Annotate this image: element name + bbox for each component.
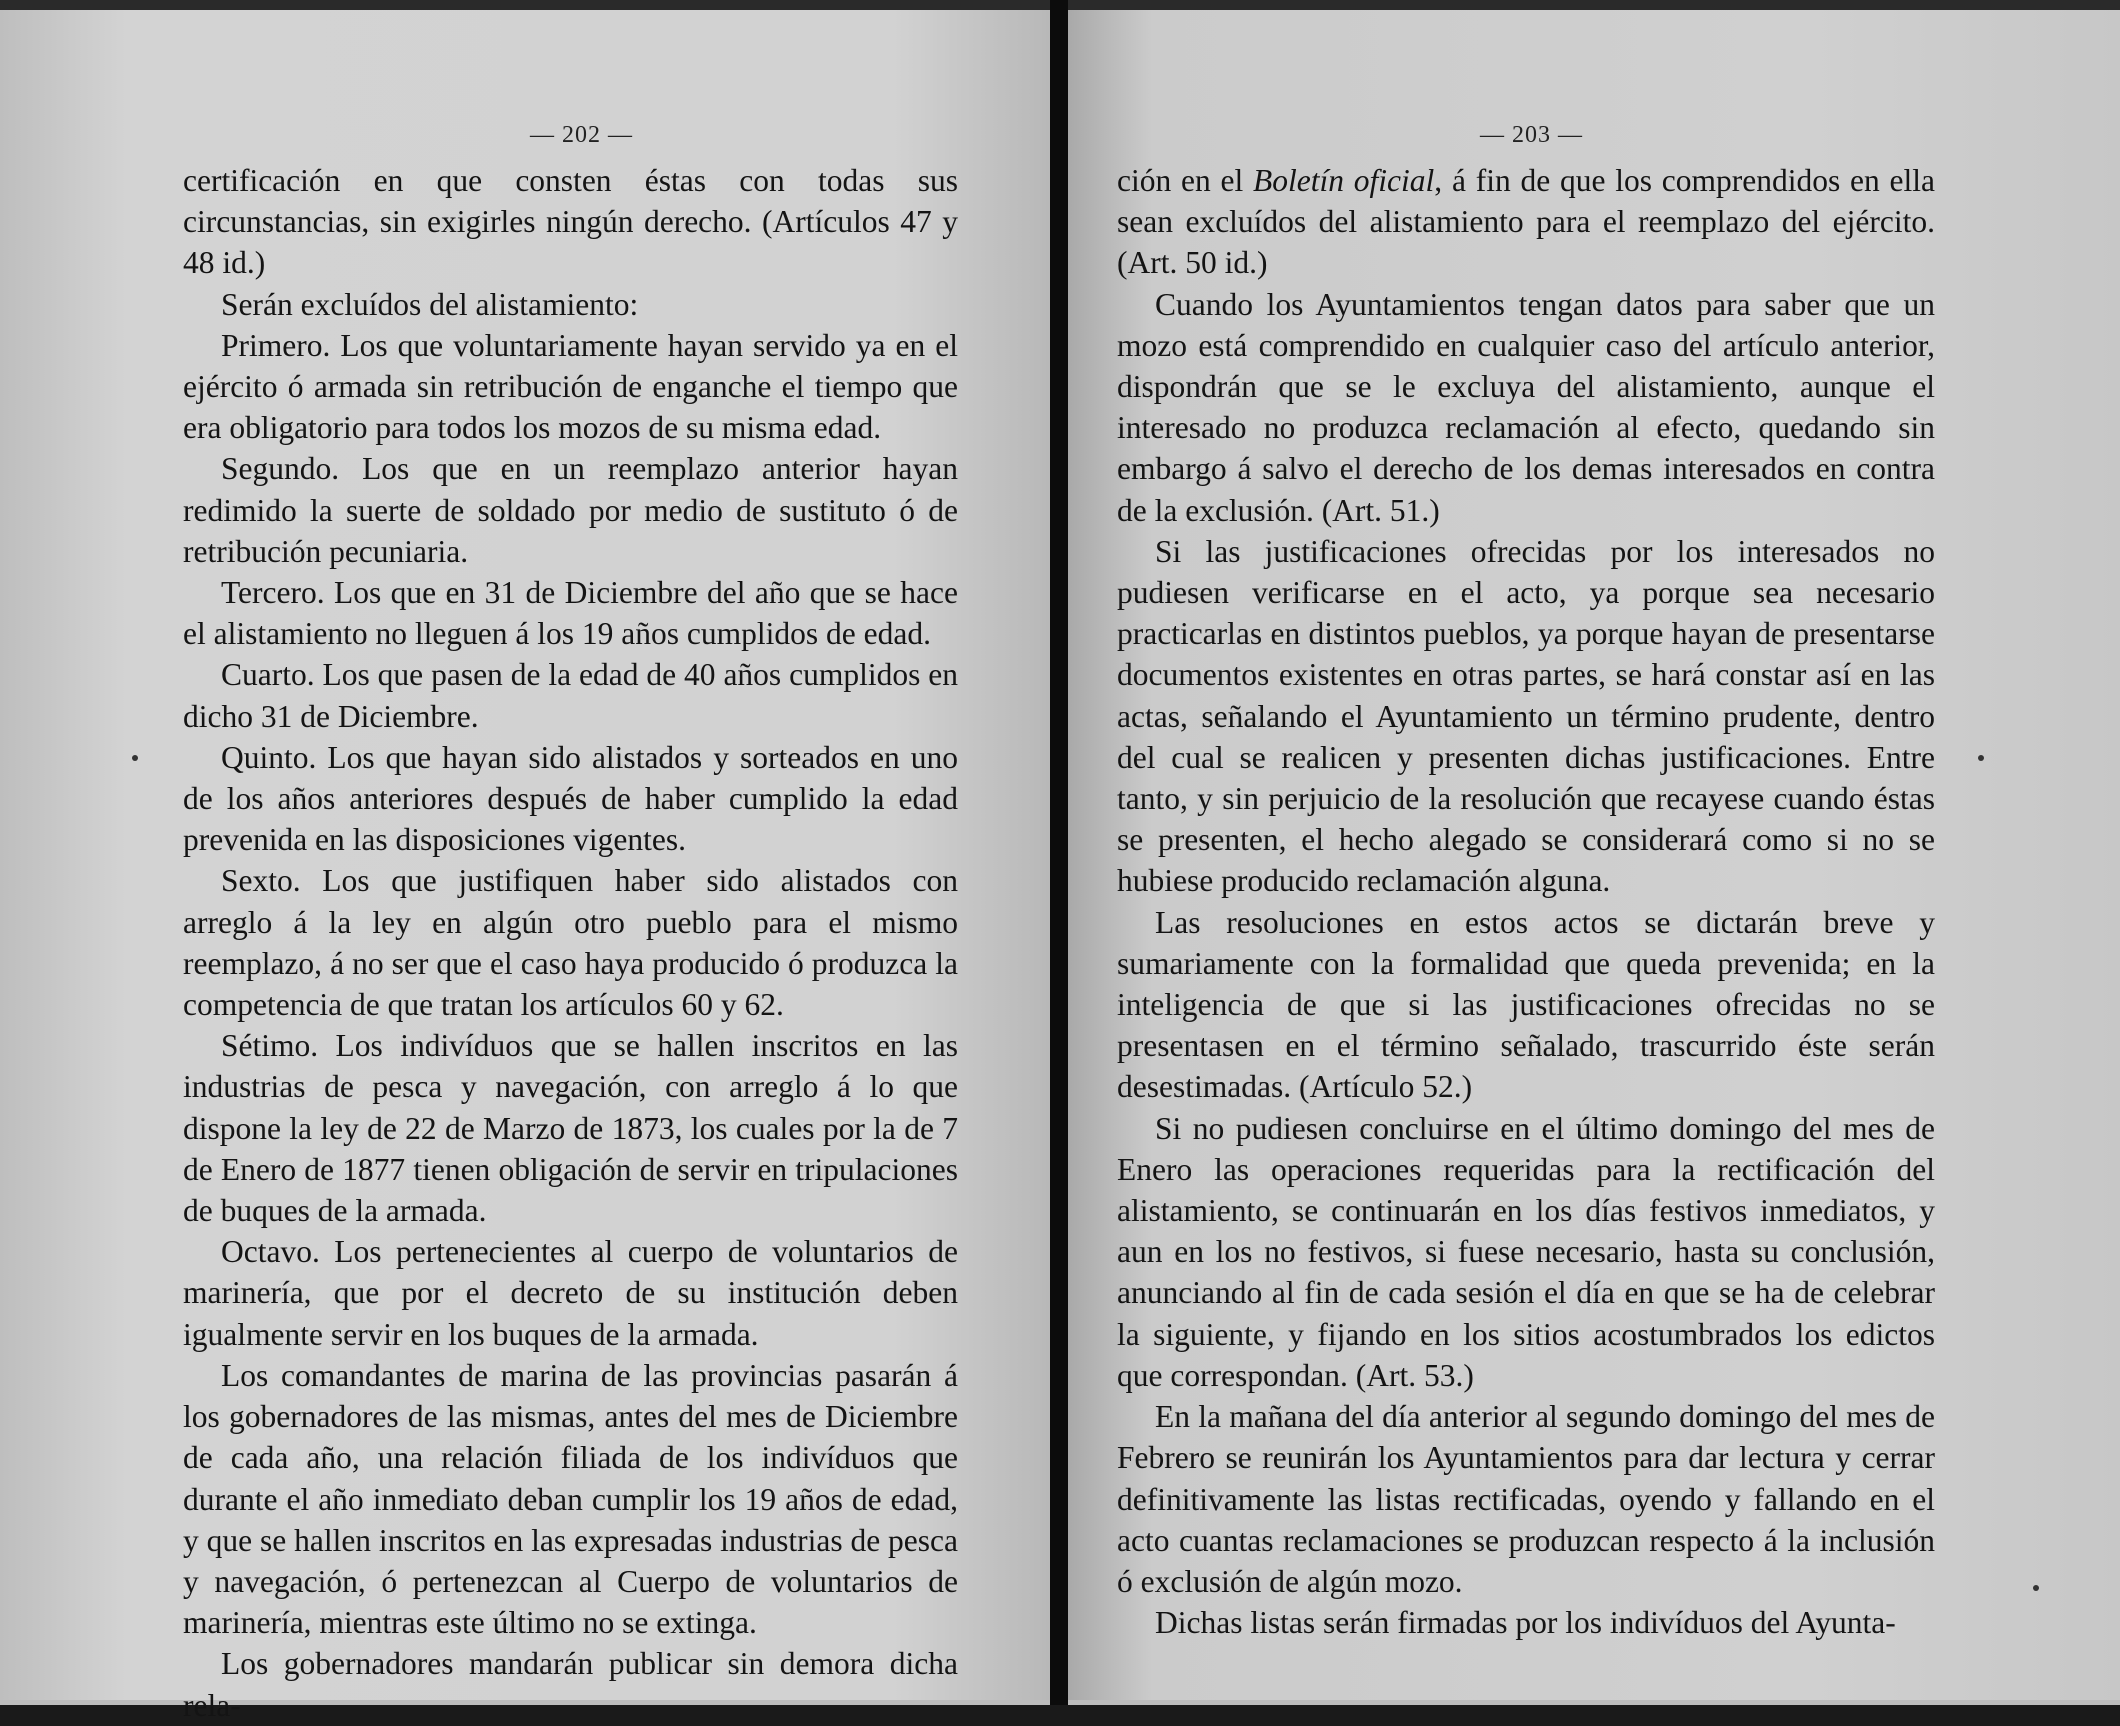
- paragraph-start: ción en el: [1117, 163, 1254, 198]
- paragraph: Tercero. Los que en 31 de Diciembre del año que se hace el alistamiento no lleguen á los 19 años cumplidos de edad.: [183, 575, 958, 652]
- paragraph: Serán excluídos del alistamiento:: [221, 286, 639, 322]
- italic-title: Boletín oficial: [1253, 163, 1435, 198]
- paragraph: Segundo. Los que en un reemplazo anterior hayan redimido la suerte de soldado por medio de sustituto ó de retribución pecuniaria.: [183, 451, 958, 569]
- paragraph: Quinto. Los que hayan sido alistados y sorteados en uno de los años anteriores después de haber cumplido la edad prevenida en las disposiciones vigentes.: [183, 739, 958, 858]
- page-number-left: — 202 —: [530, 122, 633, 148]
- right-page-text: [1117, 160, 1935, 1643]
- paragraph: Octavo. Los pertenecientes al cuerpo de voluntarios de marinería, que por el decreto de su institución deben igualmente servir en los buques de la armada.: [183, 1234, 958, 1352]
- left-page: [0, 10, 1050, 1723]
- paragraph: Si no pudiesen concluirse en el último domingo del mes de Enero las operaciones requeridas para la rectificación del alistamiento, se continuarán en los días festivos inmediatos, y aun en los no festivos, si fuese necesario, hasta su conclusión, anunciando al fin de cada sesión el día en que se ha de celebrar la siguiente, y fijando en los sitios acostumbrados los edictos que correspondan. (Art. 53.): [1117, 1110, 1935, 1393]
- paragraph: Los comandantes de marina de las provincias pasarán á los gobernadores de las mismas, antes del mes de Diciembre de cada año, una relación filiada de los indivíduos que durante el año inmediato deban cumplir los 19 años de edad, y que se hallen inscritos en las expresadas industrias de pesca y navegación, ó pertenezcan al Cuerpo de voluntarios de marinería, mientras este último no se extinga.: [183, 1357, 959, 1641]
- paragraph: Los gobernadores mandarán publicar sin demora dicha rela-: [183, 1646, 958, 1723]
- ink-speck: [2033, 1585, 2039, 1591]
- paragraph: Dichas listas serán firmadas por los indivíduos del Ayunta-: [1155, 1605, 1896, 1641]
- paragraph: Cuarto. Los que pasen de la edad de 40 años cumplidos en dicho 31 de Diciembre.: [183, 657, 958, 734]
- page-number-right: — 203 —: [1480, 122, 1583, 148]
- left-page-text: [183, 160, 958, 1726]
- book-gutter: [1050, 0, 1068, 1705]
- paragraph: Sétimo. Los indivíduos que se hallen inscritos en las industrias de pesca y navegación, con arreglo á lo que dispone la ley de 22 de Marzo de 1873, los cuales por la de 7 de Enero de 1877 tienen obligación de servir en tripulaciones de buques de la armada.: [183, 1028, 958, 1229]
- right-page: [1068, 10, 2120, 1700]
- paragraph: Primero. Los que voluntariamente hayan servido ya en el ejército ó armada sin retribución de enganche el tiempo que era obligatorio para todos los mozos de su misma edad.: [183, 327, 958, 446]
- paragraph: Cuando los Ayuntamientos tengan datos para saber que un mozo está comprendido en cualquier caso del artículo anterior, dispondrán que se le excluya del alistamiento, aunque el interesado no produzca reclamación al efecto, quedando sin embargo á salvo el derecho de los demas interesados en contra de la exclusión. (Art. 51.): [1117, 286, 1935, 528]
- paragraph: [1117, 160, 1935, 284]
- ink-speck: [1978, 755, 1984, 761]
- paragraph: Las resoluciones en estos actos se dictarán breve y sumariamente con la formalidad que queda prevenida; en la inteligencia de que si las justificaciones ofrecidas no se presentasen en el término señalado, trascurrido éste serán desestimadas. (Artículo 52.): [1117, 904, 1935, 1105]
- paragraph: Sexto. Los que justifiquen haber sido alistados con arreglo á la ley en algún otro pueblo para el mismo reemplazo, á no ser que el caso haya producido ó produzca la competencia de que tratan los artículos 60 y 62.: [183, 863, 958, 1023]
- paragraph: certificación en que consten éstas con todas sus circunstancias, sin exigirles ningún derecho. (Artículos 47 y 48 id.): [183, 163, 958, 281]
- paragraph: Si las justificaciones ofrecidas por los interesados no pudiesen verificarse en el acto, ya porque sea necesario practicarlas en distintos pueblos, ya porque hayan de presentarse documentos existentes en otras partes, se hará constar así en las actas, señalando el Ayuntamiento un término prudente, dentro del cual se realicen y presenten dichas justificaciones. Entre tanto, y sin perjuicio de la resolución que recayese cuando éstas se presenten, el hecho alegado se considerará como si no se hubiese producido reclamación alguna.: [1117, 533, 1935, 899]
- paragraph-rest: , á fin de que los comprendidos en ella sean excluídos del alistamiento para el reemplazo del ejército. (Art. 50 id.): [1117, 163, 1936, 281]
- ink-speck: [132, 755, 138, 761]
- paragraph: En la mañana del día anterior al segundo domingo del mes de Febrero se reunirán los Ayuntamientos para dar lectura y cerrar definitivamente las listas rectificadas, oyendo y fallando en el acto cuantas reclamaciones se produzcan respecto á la inclusión ó exclusión de algún mozo.: [1117, 1399, 1935, 1599]
